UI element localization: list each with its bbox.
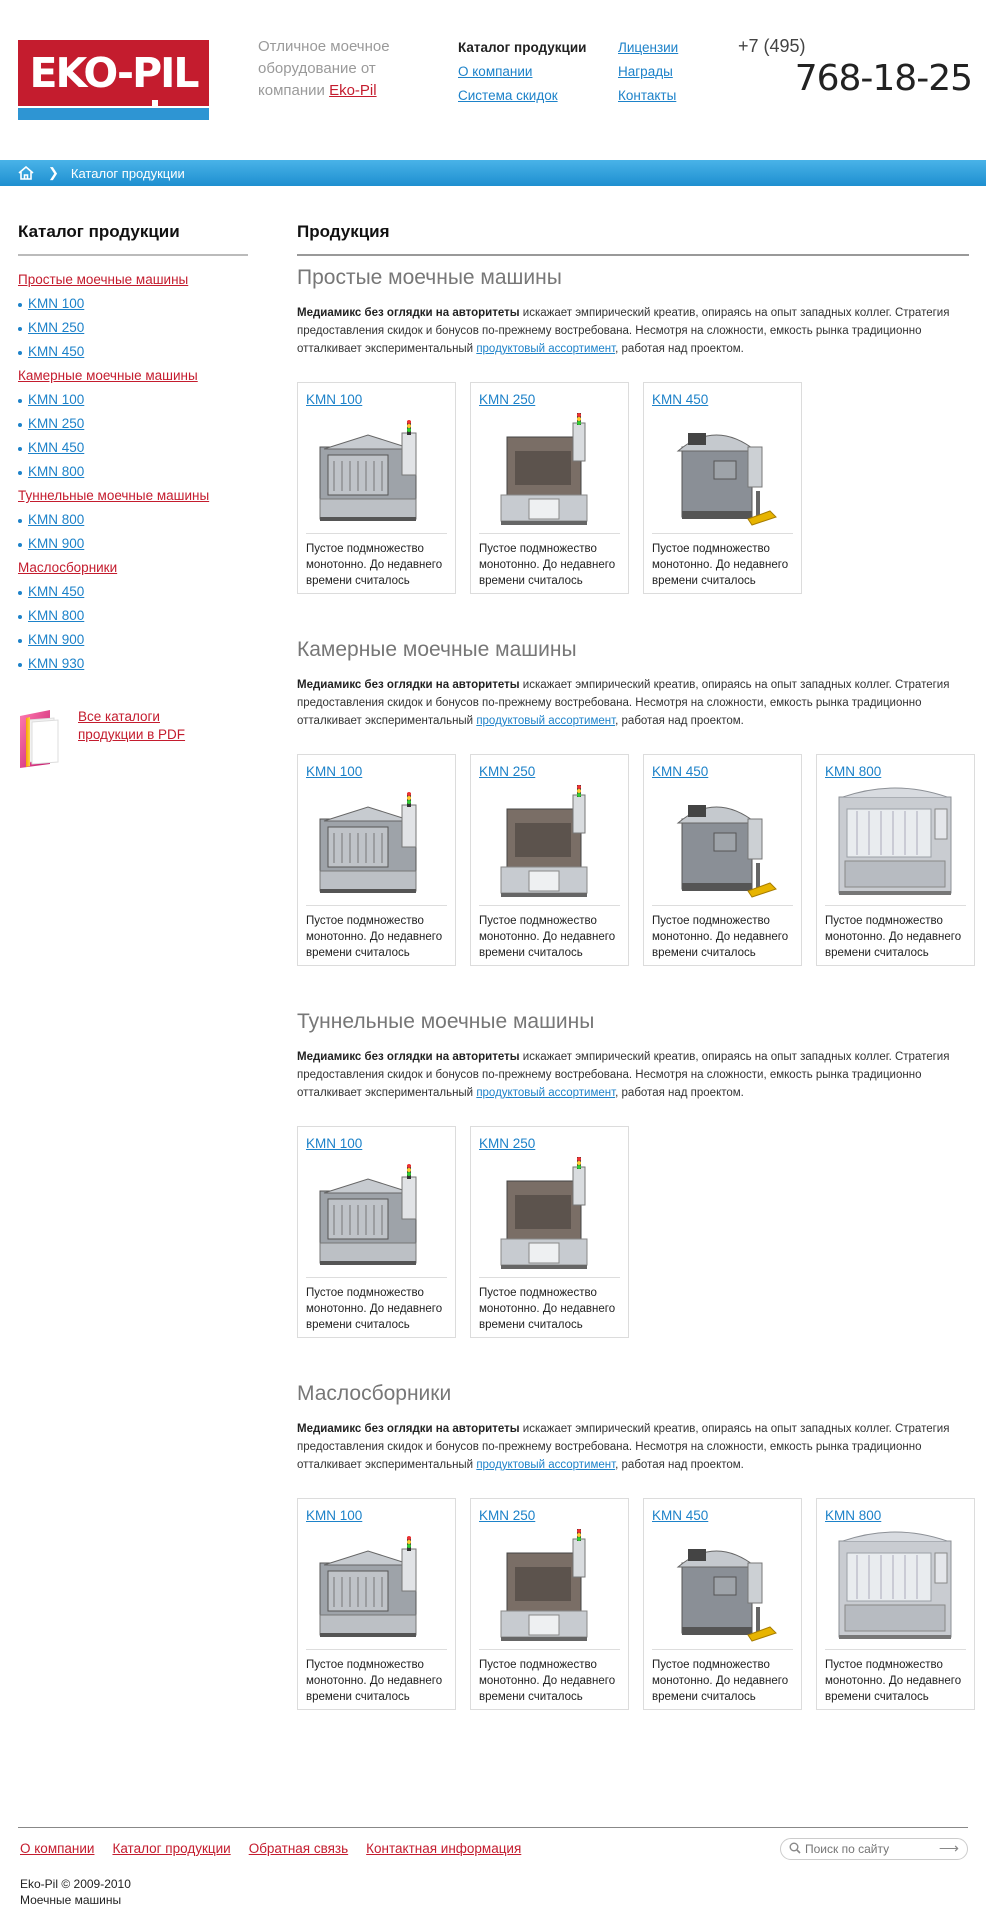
product-card-description: Пустое подмножество монотонно. До недавнего времени считалось: [652, 1659, 789, 1703]
sidebar-item-link[interactable]: KMN 450: [28, 440, 85, 455]
sidebar-item-link[interactable]: KMN 900: [28, 536, 85, 551]
product-card[interactable]: [816, 1498, 975, 1710]
washing-machine-image[interactable]: [652, 411, 793, 531]
main-content: [297, 222, 969, 1703]
product-card-title-link[interactable]: KMN 100: [306, 764, 363, 779]
sidebar-item-link[interactable]: KMN 100: [28, 392, 85, 407]
arrow-right-icon[interactable]: ⟶: [938, 1840, 959, 1856]
product-card-title-link[interactable]: KMN 250: [479, 764, 536, 779]
product-card[interactable]: [470, 382, 629, 594]
logo-text: EKO-PIL: [29, 49, 198, 97]
product-card-title-link[interactable]: KMN 100: [306, 1508, 363, 1523]
sidebar-item: [18, 580, 248, 604]
sidebar-item: [18, 388, 248, 412]
product-card-description: Пустое подмножество монотонно. До недавнего времени считалось: [479, 543, 616, 587]
sidebar-item-link[interactable]: KMN 800: [28, 608, 85, 623]
product-card-description: Пустое подмножество монотонно. До недавнего времени считалось: [652, 543, 789, 587]
product-card[interactable]: [816, 754, 975, 966]
washing-machine-image[interactable]: [652, 783, 793, 903]
section-title: Камерные моечные машины: [297, 638, 577, 661]
sidebar-item-link[interactable]: KMN 250: [28, 320, 85, 335]
product-card-title-link[interactable]: KMN 250: [479, 392, 536, 407]
product-card-title-link[interactable]: KMN 450: [652, 764, 709, 779]
section-title: Туннельные моечные машины: [297, 1010, 595, 1033]
copyright-text: Eko-Pil © 2009-2010: [20, 1877, 131, 1891]
home-icon[interactable]: [18, 166, 34, 180]
product-card-title-link[interactable]: KMN 800: [825, 764, 882, 779]
product-card-title-link[interactable]: KMN 250: [479, 1136, 536, 1151]
logo-blue-stripe: [18, 108, 209, 120]
description-text-end: , работая над проектом.: [615, 715, 744, 727]
description-text-end: , работая над проектом.: [615, 1087, 744, 1099]
washing-machine-image[interactable]: [652, 1527, 793, 1647]
nav-column-2: [618, 36, 678, 108]
folder-icon: [18, 708, 64, 770]
product-card[interactable]: [297, 1126, 456, 1338]
assortment-link[interactable]: продуктовый ассортимент: [476, 1087, 616, 1099]
sidebar-item: [18, 412, 248, 436]
nav-item-catalog-current: Каталог продукции: [458, 40, 587, 55]
section-description: [297, 1048, 969, 1102]
product-card-title-link[interactable]: KMN 100: [306, 1136, 363, 1151]
pdf-catalogs-link[interactable]: Все каталоги продукции в PDF: [78, 709, 186, 742]
site-header: [0, 0, 986, 160]
nav-link-about[interactable]: О компании: [458, 64, 533, 79]
card-divider: [306, 1649, 447, 1650]
site-search: [780, 1838, 968, 1860]
product-card-description: Пустое подмножество монотонно. До недавнего времени считалось: [479, 1287, 616, 1331]
card-divider: [306, 905, 447, 906]
card-divider: [652, 533, 793, 534]
card-divider: [306, 533, 447, 534]
product-card[interactable]: [297, 754, 456, 966]
washing-machine-image[interactable]: [825, 1527, 966, 1647]
sidebar-catalog-list: [18, 268, 248, 676]
footer-nav: [20, 1841, 539, 1856]
copyright-block: [20, 1876, 131, 1908]
chevron-right-icon: ❯: [48, 165, 59, 180]
nav-link-awards[interactable]: Награды: [618, 64, 673, 79]
product-card-description: Пустое подмножество монотонно. До недавнего времени считалось: [652, 915, 789, 959]
product-card-description: Пустое подмножество монотонно. До недавнего времени считалось: [306, 543, 443, 587]
card-divider: [479, 905, 620, 906]
card-divider: [652, 905, 793, 906]
product-card[interactable]: [643, 382, 802, 594]
washing-machine-image[interactable]: [306, 411, 447, 531]
breadcrumb-current: Каталог продукции: [70, 165, 185, 181]
card-divider: [652, 1649, 793, 1650]
sidebar-item: [18, 604, 248, 628]
description-text: искажает эмпирический креатив, опираясь на опыт западных коллег. Стратегия предоставления скидок и бонусов по-прежнему востребована. Несмотря на сложности, емкость рынка традиционно отталкивает экспериментальный: [297, 307, 950, 355]
description-bold: Медиамикс без оглядки на авторитеты: [297, 1423, 520, 1435]
description-text-end: , работая над проектом.: [615, 1459, 744, 1471]
product-card[interactable]: [470, 1126, 629, 1338]
nav-link-licenses[interactable]: Лицензии: [618, 40, 679, 55]
washing-machine-image[interactable]: [825, 783, 966, 903]
product-card-description: Пустое подмножество монотонно. До недавнего времени считалось: [479, 915, 616, 959]
sidebar-item: [18, 652, 248, 676]
washing-machine-image[interactable]: [306, 1155, 447, 1275]
washing-machine-image[interactable]: [479, 1527, 620, 1647]
product-card-title-link[interactable]: KMN 100: [306, 392, 363, 407]
breadcrumb: [0, 160, 986, 186]
sidebar-item: [18, 436, 248, 460]
tagline-text: Отличное моечное оборудование от компании: [258, 38, 390, 99]
sidebar-item: [18, 340, 248, 364]
nav-column-1: [458, 36, 586, 108]
assortment-link[interactable]: продуктовый ассортимент: [476, 343, 616, 355]
product-card[interactable]: [297, 382, 456, 594]
sidebar-item: [18, 508, 248, 532]
washing-machine-image[interactable]: [479, 1155, 620, 1275]
card-divider: [479, 533, 620, 534]
assortment-link[interactable]: продуктовый ассортимент: [476, 1459, 616, 1471]
card-divider: [825, 1649, 966, 1650]
phone-number: 768-18-25: [794, 58, 972, 99]
section-description: [297, 676, 969, 730]
nav-link-contacts[interactable]: Контакты: [618, 88, 677, 103]
product-card-description: Пустое подмножество монотонно. До недавнего времени считалось: [825, 1659, 962, 1703]
footer-link[interactable]: Обратная связь: [248, 1841, 349, 1856]
sidebar-item: [18, 292, 248, 316]
sidebar-item-link[interactable]: KMN 930: [28, 656, 85, 671]
description-text: искажает эмпирический креатив, опираясь на опыт западных коллег. Стратегия предоставления скидок и бонусов по-прежнему востребована. Несмотря на сложности, емкость рынка традиционно отталкивает экспериментальный: [297, 679, 950, 727]
page-title: Продукция: [297, 222, 969, 256]
description-text-end: , работая над проектом.: [615, 343, 744, 355]
sidebar: [18, 222, 248, 676]
product-card-description: Пустое подмножество монотонно. До недавнего времени считалось: [825, 915, 962, 959]
section-title: Простые моечные машины: [297, 266, 562, 289]
product-card[interactable]: [643, 754, 802, 966]
logo-red-block: [18, 40, 209, 106]
product-section: [297, 636, 977, 959]
product-card-title-link[interactable]: KMN 250: [479, 1508, 536, 1523]
footer-link[interactable]: О компании: [20, 1841, 95, 1856]
sidebar-group-link[interactable]: Камерные моечные машины: [18, 368, 198, 383]
sidebar-item-link[interactable]: KMN 450: [28, 584, 85, 599]
product-card[interactable]: [297, 1498, 456, 1710]
section-title: Маслосборники: [297, 1382, 452, 1405]
washing-machine-image[interactable]: [306, 783, 447, 903]
product-card-title-link[interactable]: KMN 450: [652, 392, 709, 407]
footer-link[interactable]: Каталог продукции: [112, 1841, 231, 1856]
card-divider: [306, 1277, 447, 1278]
section-description: [297, 304, 969, 358]
card-divider: [479, 1277, 620, 1278]
sidebar-item-link[interactable]: KMN 900: [28, 632, 85, 647]
sidebar-group-link[interactable]: Простые моечные машины: [18, 272, 189, 287]
pdf-catalog-block: [18, 708, 238, 772]
footer-subtitle: Моечные машины: [20, 1893, 122, 1907]
sidebar-item: [18, 628, 248, 652]
product-section: [297, 264, 977, 587]
product-card-description: Пустое подмножество монотонно. До недавнего времени считалось: [306, 915, 443, 959]
card-divider: [825, 905, 966, 906]
sidebar-item-link[interactable]: KMN 100: [28, 296, 85, 311]
product-card-description: Пустое подмножество монотонно. До недавнего времени считалось: [479, 1659, 616, 1703]
sidebar-group-link[interactable]: Маслосборники: [18, 560, 118, 575]
description-bold: Медиамикс без оглядки на авторитеты: [297, 1051, 520, 1063]
footer-divider: [18, 1827, 968, 1828]
tagline-company-link[interactable]: Eko-Pil: [329, 82, 377, 99]
phone-code: +7 (495): [738, 36, 806, 56]
sidebar-item-link[interactable]: KMN 800: [28, 464, 85, 479]
sidebar-item-link[interactable]: KMN 450: [28, 344, 85, 359]
sidebar-item-link[interactable]: KMN 800: [28, 512, 85, 527]
footer-link[interactable]: Контактная информация: [366, 1841, 522, 1856]
product-card[interactable]: [470, 754, 629, 966]
product-card-title-link[interactable]: KMN 800: [825, 1508, 882, 1523]
sidebar-group-link[interactable]: Туннельные моечные машины: [18, 488, 210, 503]
product-card-description: Пустое подмножество монотонно. До недавнего времени считалось: [306, 1659, 443, 1703]
search-input[interactable]: [805, 1842, 935, 1856]
washing-machine-image[interactable]: [479, 783, 620, 903]
product-card[interactable]: [470, 1498, 629, 1710]
assortment-link[interactable]: продуктовый ассортимент: [476, 715, 616, 727]
washing-machine-image[interactable]: [306, 1527, 447, 1647]
description-text: искажает эмпирический креатив, опираясь на опыт западных коллег. Стратегия предоставления скидок и бонусов по-прежнему востребована. Несмотря на сложности, емкость рынка традиционно отталкивает экспериментальный: [297, 1423, 950, 1471]
product-section: [297, 1008, 977, 1331]
nav-link-discounts[interactable]: Система скидок: [458, 88, 558, 103]
search-icon: [789, 1842, 801, 1857]
description-bold: Медиамикс без оглядки на авторитеты: [297, 679, 520, 691]
product-card-description: Пустое подмножество монотонно. До недавнего времени считалось: [306, 1287, 443, 1331]
sidebar-item-link[interactable]: KMN 250: [28, 416, 85, 431]
tagline: [258, 36, 418, 102]
washing-machine-image[interactable]: [479, 411, 620, 531]
card-divider: [479, 1649, 620, 1650]
product-card-title-link[interactable]: KMN 450: [652, 1508, 709, 1523]
logo[interactable]: [18, 40, 209, 120]
description-text: искажает эмпирический креатив, опираясь на опыт западных коллег. Стратегия предоставления скидок и бонусов по-прежнему востребована. Несмотря на сложности, емкость рынка традиционно отталкивает экспериментальный: [297, 1051, 950, 1099]
sidebar-item: [18, 532, 248, 556]
sidebar-item: [18, 316, 248, 340]
sidebar-title: Каталог продукции: [18, 222, 248, 256]
description-bold: Медиамикс без оглядки на авторитеты: [297, 307, 520, 319]
product-card[interactable]: [643, 1498, 802, 1710]
sidebar-item: [18, 460, 248, 484]
product-section: [297, 1380, 977, 1703]
section-description: [297, 1420, 969, 1474]
